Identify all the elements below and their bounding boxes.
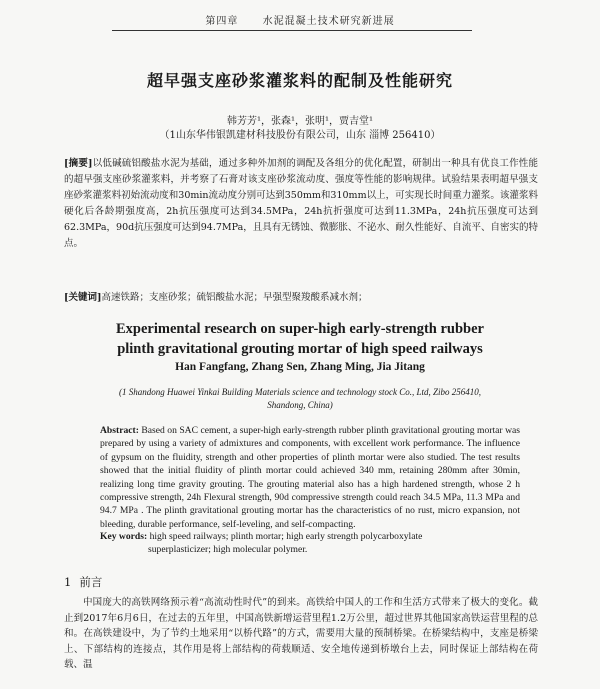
chinese-keywords-text: 高速铁路；支座砂浆；硫铝酸盐水泥；早强型聚羧酸系减水剂； [101,292,368,303]
chinese-authors: 韩芳芳¹，张森¹，张明¹，贾吉堂¹ [226,116,374,127]
english-title-line-2: plinth gravitational grouting mortar of high speed railways [117,341,483,357]
chinese-abstract [64,156,538,252]
section-heading [64,574,110,590]
chinese-affiliation: （1山东华伟银凯建材科技股份有限公司，山东 淄博 256410） [159,130,441,141]
book-title: 水泥混凝土技术研究新进展 [262,16,395,27]
chinese-abstract-text: 以低碱硫铝酸盐水泥为基础，通过多种外加剂的调配及各组分的优化配置，研制出一种具有优良工作性能的超早强支座砂浆灌浆料，并考察了石膏对该支座砂浆流动度、强度等性能的影响规律。试验结果表明超早强支座砂浆灌浆料初始流动度和30min流动度分别可达到350mm和310mm以上，可实现长时间重力灌浆。该灌浆料硬化后各龄期强度高，2h抗压强度可达到34.5MPa，24h抗折强度可达到11.3MPa，24h抗压强度可达到62.3MPa，90d抗压强度可达到94.7MPa，且具有无锈蚀、微膨胀、不泌水、耐久性能好、自流平、自密实的特点。 [64,158,538,249]
english-authors: Han Fangfang, Zhang Sen, Zhang Ming, Jia Jitang [175,361,425,373]
english-affiliation [110,386,490,412]
english-title-line-1: Experimental research on super-high early-strength rubber [116,321,484,337]
english-abstract-label: Abstract: [100,425,139,436]
running-header [0,12,600,27]
chinese-abstract-label: [摘要] [64,158,93,169]
introduction-paragraph: 中国庞大的高铁网络预示着“高流动性时代”的到来。高铁给中国人的工作和生活方式带来了极大的变化。截止到2017年6月6日，在过去的五年里，中国高铁新增运营里程1.2万公里，超过世界其他国家高铁运营里程的总和。在高铁建设中，为了节约土地采用“以桥代路”的方式，需要用大量的预制桥梁。在桥梁结构中，支座是桥梁上、下部结构的连接点，其作用是将上部结构的荷载顺适、安全地传递到桥墩台上去，同时保证上部结构在荷载、温 [64,597,538,670]
english-keywords [100,530,520,557]
chinese-keywords-label: [关键词] [64,292,102,303]
header-rule [112,30,472,31]
english-abstract-text: Based on SAC cement, a super-high early-strength rubber plinth gravitational grouting mortar was prepared by using a variety of admixtures and components, with excellent work performance. The influence of gypsum on the fluidity, strength and other properties of plinth mortar were also studied. The test results showed that the initial fluidity of plinth mortar could achieved 340 mm, retaining 280mm after 30min, realizing long time gravity grouting. The grouting material also has a high hardened strength, whose 2 h compressive strength, 24h Flexural strength, 90d compressive strength could reach 34.5 MPa, 11.3 MPa and 94.7 MPa . The plinth gravitational grouting mortar has the characteristics of no rust, micro expansion, not bleeding, durable performance, self-leveling, and self-compacting. [100,425,520,530]
english-title [0,319,600,359]
english-keywords-line-2: superplasticizer; high molecular polymer. [148,544,308,556]
chapter-label: 第四章 [205,16,239,27]
chinese-title: 超早强支座砂浆灌浆料的配制及性能研究 [146,71,453,90]
english-keywords-label: Key words: [100,531,148,542]
chinese-keywords [64,290,538,306]
english-abstract [100,424,520,531]
english-keywords-line-1: high speed railways; plinth mortar; high early strength polycarboxylate [149,531,423,542]
section-title: 前言 [79,575,103,589]
english-affiliation-line-1: (1 Shandong Huawei Yinkai Building Materials science and technology stock Co., Ltd, Zibo 256410, [118,387,482,397]
section-number: 1 [64,575,72,589]
english-affiliation-line-2: Shandong, China) [267,400,333,410]
